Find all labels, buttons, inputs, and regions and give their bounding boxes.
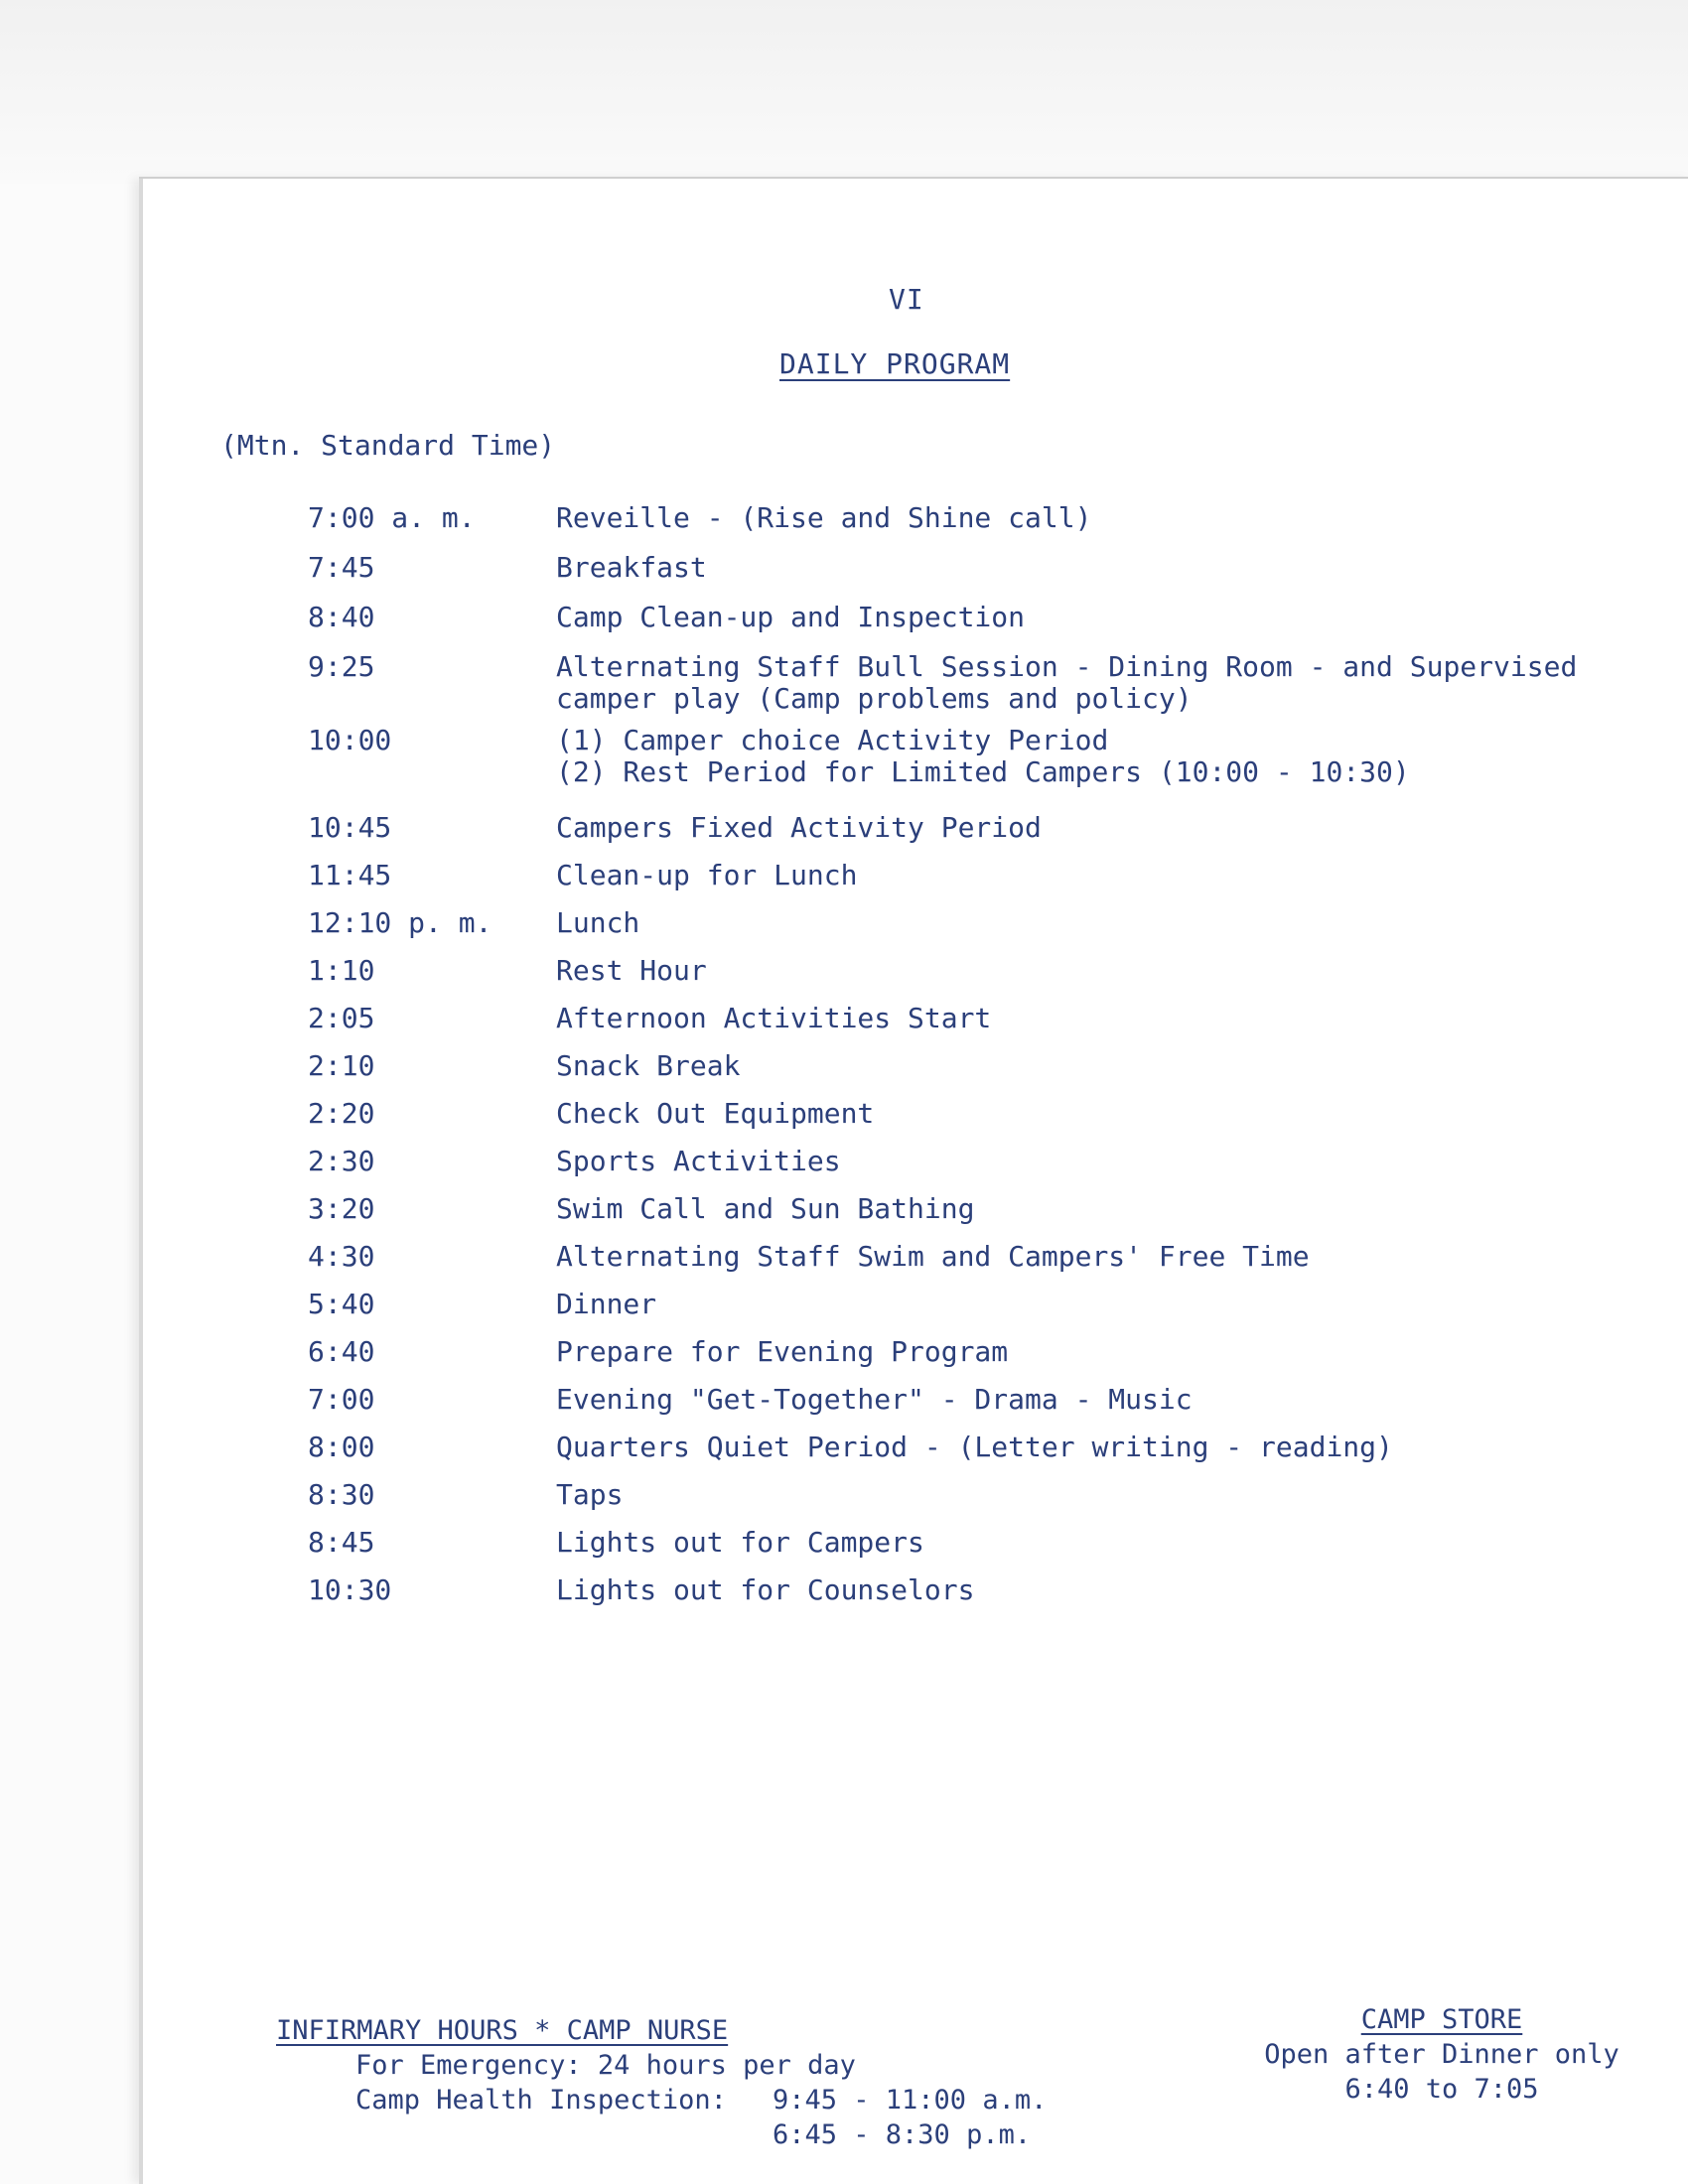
schedule-time: 10:45 [308, 811, 392, 844]
schedule-row [308, 860, 1599, 891]
infirmary-section [276, 2013, 1047, 2152]
schedule-row [308, 502, 1599, 534]
schedule-activity: Afternoon Activities Start [556, 1002, 992, 1034]
schedule-activity: Check Out Equipment [556, 1097, 875, 1130]
schedule-row [308, 1146, 1599, 1177]
schedule-row [308, 1336, 1599, 1368]
schedule-activity: Dinner [556, 1288, 657, 1320]
schedule-time: 2:20 [308, 1097, 375, 1130]
schedule-time: 10:00 [308, 724, 392, 756]
page-edge-line [139, 177, 1688, 179]
health-inspection-pm: 6:45 - 8:30 p.m. [773, 2119, 1032, 2150]
schedule-row [308, 651, 1599, 715]
schedule-time: 9:25 [308, 650, 375, 683]
infirmary-heading: INFIRMARY HOURS * CAMP NURSE [276, 2015, 729, 2046]
schedule-time: 1:10 [308, 954, 375, 987]
daily-schedule [308, 486, 1599, 1606]
schedule-row [308, 907, 1599, 939]
schedule-activity: Breakfast [556, 551, 707, 584]
schedule-activity: Alternating Staff Swim and Campers' Free Time [556, 1240, 1310, 1273]
schedule-time: 3:20 [308, 1192, 375, 1225]
schedule-time: 8:40 [308, 601, 375, 633]
schedule-row [308, 1241, 1599, 1273]
schedule-activity: Swim Call and Sun Bathing [556, 1192, 975, 1225]
schedule-activity: Snack Break [556, 1049, 741, 1082]
schedule-activity: (1) Camper choice Activity Period (2) Rest Period for Limited Campers (10:00 - 10:30) [556, 724, 1410, 788]
camp-store-heading: CAMP STORE [1360, 2004, 1523, 2035]
schedule-activity: Prepare for Evening Program [556, 1335, 1009, 1368]
schedule-activity: Lights out for Campers [556, 1526, 924, 1559]
schedule-row [308, 602, 1599, 633]
previous-page-edge [0, 0, 1688, 184]
camp-store-section [1253, 2002, 1630, 2107]
schedule-row [308, 955, 1599, 987]
schedule-time: 10:30 [308, 1573, 392, 1606]
schedule-time: 4:30 [308, 1240, 375, 1273]
schedule-activity: Clean-up for Lunch [556, 859, 858, 891]
schedule-row [308, 1289, 1599, 1320]
health-inspection-row [276, 2083, 1047, 2117]
schedule-time: 7:00 [308, 1383, 375, 1416]
schedule-row [308, 1574, 1599, 1606]
infirmary-emergency: For Emergency: 24 hours per day [355, 2050, 856, 2081]
schedule-row [308, 1050, 1599, 1082]
schedule-activity: Alternating Staff Bull Session - Dining Room - and Supervised camper play (Camp problems and policy) [556, 650, 1578, 715]
schedule-activity: Reveille - (Rise and Shine call) [556, 501, 1092, 534]
schedule-row [308, 1432, 1599, 1463]
schedule-row [308, 1003, 1599, 1034]
schedule-row [308, 1479, 1599, 1511]
camp-store-hours: 6:40 to 7:05 [1344, 2074, 1539, 2105]
schedule-activity: Lights out for Counselors [556, 1573, 975, 1606]
health-inspection-am: 9:45 - 11:00 a.m. [773, 2085, 1048, 2116]
page-title: DAILY PROGRAM [779, 347, 1011, 380]
schedule-activity: Rest Hour [556, 954, 707, 987]
schedule-activity: Evening "Get-Together" - Drama - Music [556, 1383, 1193, 1416]
timezone-note: (Mtn. Standard Time) [220, 429, 556, 462]
schedule-time: 2:10 [308, 1049, 375, 1082]
schedule-time: 7:00 a. m. [308, 501, 476, 534]
schedule-activity: Sports Activities [556, 1145, 841, 1177]
schedule-row [308, 812, 1599, 844]
schedule-row [308, 725, 1599, 788]
schedule-row [308, 1527, 1599, 1559]
camp-store-line-1: Open after Dinner only [1264, 2039, 1619, 2070]
schedule-row [308, 552, 1599, 584]
schedule-activity: Taps [556, 1478, 624, 1511]
schedule-row [308, 1193, 1599, 1225]
schedule-time: 11:45 [308, 859, 392, 891]
schedule-activity: Lunch [556, 906, 640, 939]
schedule-time: 7:45 [308, 551, 375, 584]
schedule-time: 12:10 p. m. [308, 906, 492, 939]
schedule-time: 2:30 [308, 1145, 375, 1177]
page-number: VI [889, 283, 924, 316]
schedule-time: 8:45 [308, 1526, 375, 1559]
schedule-activity: Campers Fixed Activity Period [556, 811, 1042, 844]
schedule-row [308, 1384, 1599, 1416]
schedule-activity: Quarters Quiet Period - (Letter writing - reading) [556, 1431, 1393, 1463]
schedule-time: 5:40 [308, 1288, 375, 1320]
schedule-time: 8:30 [308, 1478, 375, 1511]
schedule-activity: Camp Clean-up and Inspection [556, 601, 1026, 633]
schedule-time: 8:00 [308, 1431, 375, 1463]
schedule-time: 2:05 [308, 1002, 375, 1034]
schedule-time: 6:40 [308, 1335, 375, 1368]
health-inspection-label: Camp Health Inspection: [355, 2085, 727, 2116]
schedule-row [308, 1098, 1599, 1130]
